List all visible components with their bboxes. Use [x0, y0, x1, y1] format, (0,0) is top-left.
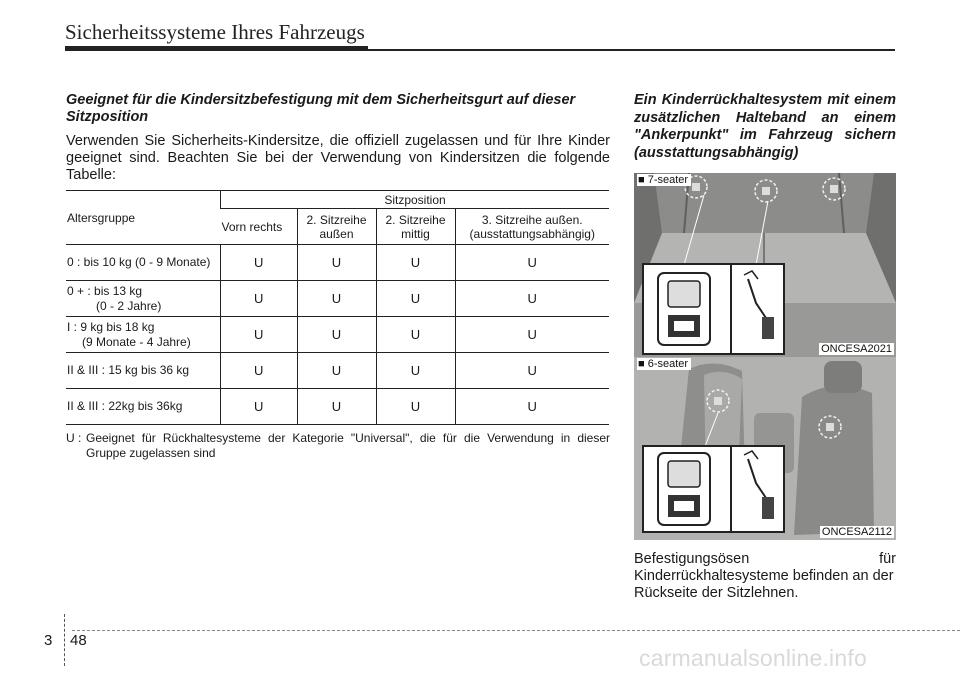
anchor-detail-inset [642, 263, 785, 355]
body-word: für [879, 551, 896, 567]
table-row [66, 389, 609, 425]
chapter-number: 3 [44, 632, 53, 649]
inset-divider [730, 265, 732, 353]
value-cell: U [221, 353, 298, 389]
footnote-text: Geeignet für Rückhaltesysteme der Kategorie "Universal", die für die Verwendung in dieser Gruppe zugelassen sind [86, 431, 610, 460]
page-footer-rule [72, 630, 960, 631]
right-column [634, 92, 896, 162]
age-cell: II & III : 22kg bis 36kg [66, 389, 221, 425]
table-footnote [66, 431, 610, 461]
page-divider [64, 614, 65, 666]
figure-code: ONCESA2021 [821, 343, 892, 355]
page-header-title: Sicherheitssysteme Ihres Fahrzeugs [65, 20, 365, 44]
table-header-col: 2. Sitzreihe außen [297, 209, 376, 245]
table-header-col: 3. Sitzreihe außen. (ausstattungsabhängig) [455, 209, 609, 245]
value-cell: U [221, 245, 298, 281]
footnote-mark: U : [66, 431, 82, 445]
table-header-col: Vorn rechts [221, 209, 298, 245]
value-cell: U [297, 317, 376, 353]
value-cell: U [455, 389, 609, 425]
table-row [66, 245, 609, 281]
section-heading: Geeignet für die Kindersitzbefestigung mit dem Sicherheitsgurt auf dieser Sitzposition [66, 92, 576, 125]
child-seat-table [66, 190, 609, 425]
age-cell: II & III : 15 kg bis 36 kg [66, 353, 221, 389]
left-column [66, 92, 610, 461]
table-row [66, 281, 609, 317]
figure-code: ONCESA2112 [821, 526, 892, 538]
inset-divider [730, 447, 732, 531]
anchor-body-text [634, 551, 896, 602]
value-cell: U [221, 389, 298, 425]
body-rest: Kinderrückhaltesysteme befinden an der Rückseite der Sitzlehnen. [634, 568, 894, 601]
header-rule [65, 46, 368, 51]
table-row [66, 353, 609, 389]
value-cell: U [455, 281, 609, 317]
value-cell: U [376, 245, 455, 281]
figure-label: ■ 7-seater [637, 174, 691, 186]
value-cell: U [455, 353, 609, 389]
table-header-position: Sitzposition [221, 191, 610, 209]
value-cell: U [297, 281, 376, 317]
age-cell: I : 9 kg bis 18 kg (9 Monate - 4 Jahre) [66, 317, 221, 353]
body-word: Befestigungsösen [634, 551, 750, 567]
value-cell: U [297, 353, 376, 389]
anchor-heading: Ein Kinderrückhaltesystem mit einem zusätzlichen Halteband an einem "Ankerpunkt" im Fahrzeug sichern (ausstattungsabhängig) [634, 92, 896, 161]
figure-label: ■ 6-seater [637, 358, 691, 370]
value-cell: U [376, 281, 455, 317]
value-cell: U [376, 353, 455, 389]
value-cell: U [297, 245, 376, 281]
value-cell: U [376, 317, 455, 353]
value-cell: U [221, 317, 298, 353]
anchor-detail-illustration [644, 447, 783, 531]
anchor-detail-illustration [644, 265, 783, 353]
table-header-col: 2. Sitzreihe mittig [376, 209, 455, 245]
value-cell: U [297, 389, 376, 425]
figure-6-seater [634, 357, 896, 540]
value-cell: U [221, 281, 298, 317]
age-cell: 0 : bis 10 kg (0 - 9 Monate) [66, 245, 221, 281]
value-cell: U [455, 317, 609, 353]
anchor-detail-inset [642, 445, 785, 533]
table-row [66, 317, 609, 353]
value-cell: U [376, 389, 455, 425]
table-header-age: Altersgruppe [66, 191, 221, 245]
page-number: 48 [70, 632, 87, 649]
intro-paragraph: Verwenden Sie Sicherheits-Kindersitze, die offiziell zugelassen und für Ihre Kinder geeignet sind. Beachten Sie bei der Verwendung von Kindersitzen die folgende Tabelle: [66, 133, 610, 183]
header-rule-thin [368, 49, 895, 51]
value-cell: U [455, 245, 609, 281]
figure-7-seater [634, 173, 896, 357]
watermark: carmanualsonline.info [639, 645, 867, 671]
age-cell: 0 + : bis 13 kg (0 - 2 Jahre) [66, 281, 221, 317]
